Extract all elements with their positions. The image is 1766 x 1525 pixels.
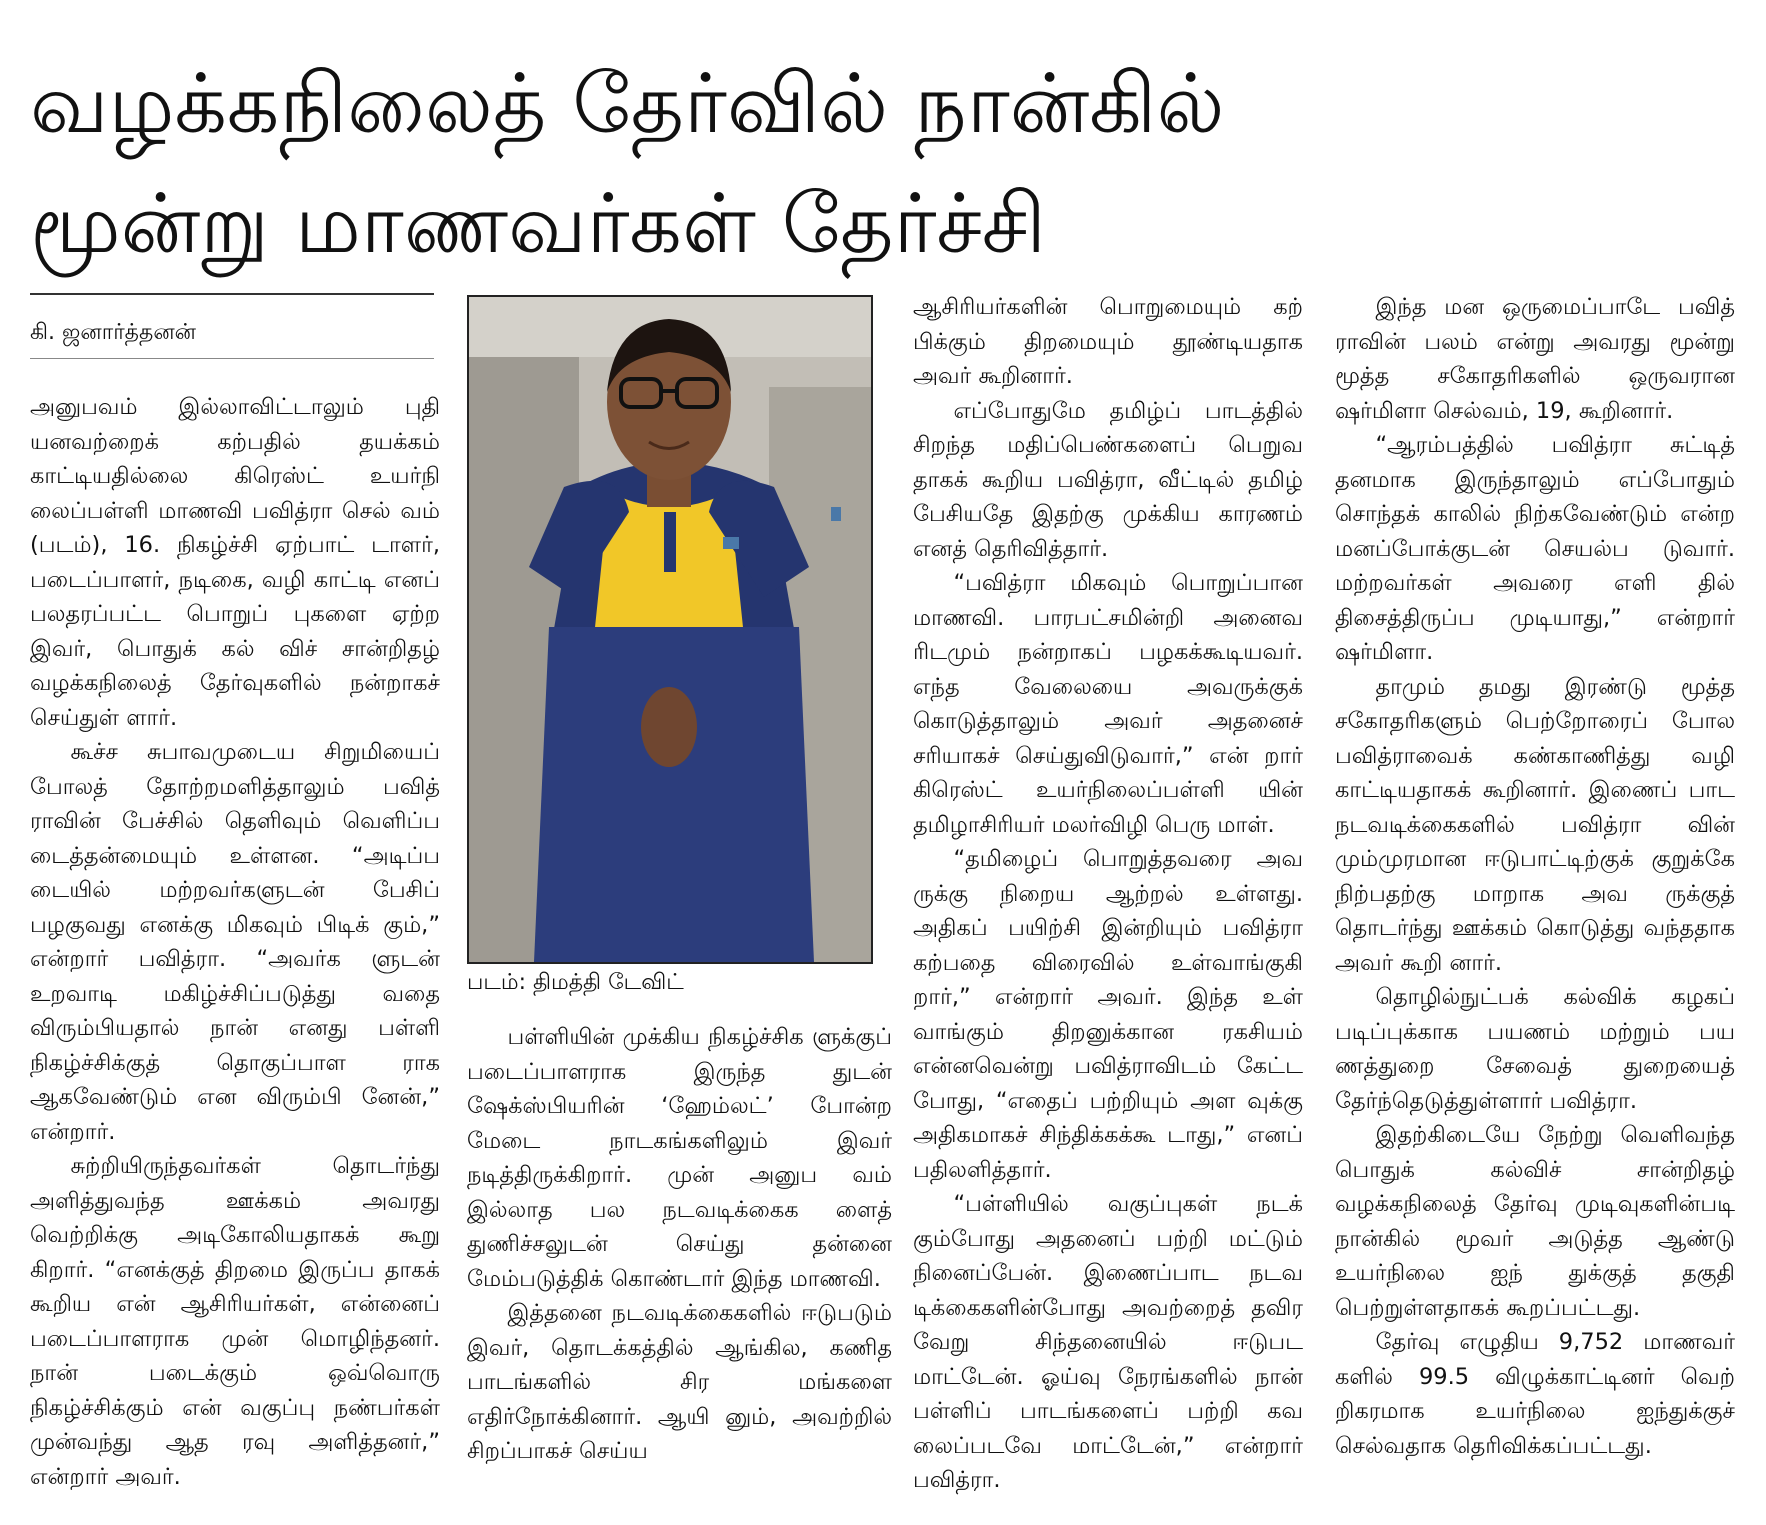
paragraph: இத்தனை நடவடிக்கைகளில் ஈடுபடும் இவர், தொடக்கத்தில் ஆங்கில, கணித பாடங்களில் சிர மங்களை எதிர்நோக்கினார். ஆயி னும், அவற்றில் சிறப்பாகச் செய்ய — [467, 1300, 892, 1464]
paragraph: தாமும் தமது இரண்டு மூத்த சகோதரிகளும் பெற்றோரைப் போல பவித்ராவைக் கண்காணித்து வழி காட்டியதாகக் கூறினார். இணைப் பாட நடவடிக்கைகளில் பவித்ரா வின் மும்முரமான ஈடுபாட்டிற்குக் குறுக்கே நிற்பதற்கு மாறாக அவ ருக்குத் தொடர்ந்து ஊக்கம் கொடுத்து வந்ததாக அவர் கூறி னார். — [1335, 673, 1735, 976]
paragraph: ஆசிரியர்களின் பொறுமையும் கற் பிக்கும் திறமையும் தூண்டியதாக அவர் கூறினார். — [913, 294, 1303, 389]
byline-bottom-rule — [30, 358, 434, 359]
headline-line-2: மூன்று மாணவர்கள் தேர்ச்சி — [30, 177, 1047, 272]
paragraph: “பவித்ரா மிகவும் பொறுப்பான மாணவி. பாரபட்சமின்றி அனைவ ரிடமும் நன்றாகப் பழகக்கூடியவர். எந்த வேலையை அவருக்குக் கொடுத்தாலும் அவர் அதனைச் சரியாகச் செய்துவிடுவார்,” என் றார் கிரெஸ்ட் உயர்நிலைப்பள்ளி யின் தமிழாசிரியர் மலர்விழி பெரு மாள். — [913, 570, 1303, 838]
article-column-1 — [30, 390, 440, 1494]
paragraph: பள்ளியின் முக்கிய நிகழ்ச்சிக ளுக்குப் படைப்பாளராக இருந்த துடன் ஷேக்ஸ்பியரின் ‘ஹேம்லட்’ போன்ற மேடை நாடகங்களிலும் இவர் நடித்திருக்கிறார். முன் அனுப வம் இல்லாத பல நடவடிக்கைக ளைத் துணிச்சலுடன் செய்து தன்னை மேம்படுத்திக் கொண்டார் இந்த மாணவி. — [467, 1024, 892, 1292]
student-photo — [467, 295, 873, 964]
headline-line-1: வழக்கநிலைத் தேர்வில் நான்கில் — [30, 57, 1225, 152]
paragraph: இதற்கிடையே நேற்று வெளிவந்த பொதுக் கல்விச் சான்றிதழ் வழக்கநிலைத் தேர்வு முடிவுகளின்படி நான்கில் மூவர் அடுத்த ஆண்டு உயர்நிலை ஐந் துக்குத் தகுதி பெற்றுள்ளதாகக் கூறப்பட்டது. — [1335, 1122, 1735, 1321]
paragraph: தேர்வு எழுதிய 9,752 மாணவர் களில் 99.5 விழுக்காட்டினர் வெற் றிகரமாக உயர்நிலை ஐந்துக்குச் செல்வதாக தெரிவிக்கப்பட்டது. — [1335, 1329, 1735, 1459]
paragraph: அனுபவம் இல்லாவிட்டாலும் புதி யனவற்றைக் கற்பதில் தயக்கம் காட்டியதில்லை கிரெஸ்ட் உயர்நி லைப்பள்ளி மாணவி பவித்ரா செல் வம் (படம்), 16. நிகழ்ச்சி ஏற்பாட் டாளர், படைப்பாளர், நடிகை, வழி காட்டி எனப் பலதரப்பட்ட பொறுப் புகளை ஏற்ற இவர், பொதுக் கல் விச் சான்றிதழ் வழக்கநிலைத் தேர்வுகளில் நன்றாகச் செய்துள் ளார். — [30, 394, 440, 731]
byline: கி. ஜனார்த்தனன் — [30, 320, 197, 345]
paragraph: கூச்ச சுபாவமுடைய சிறுமியைப் போலத் தோற்றமளித்தாலும் பவித் ராவின் பேச்சில் தெளிவும் வெளிப்ப டைத்தன்மையும் உள்ளன. “அடிப்ப டையில் மற்றவர்களுடன் பேசிப் பழகுவது எனக்கு மிகவும் பிடிக் கும்,” என்றார் பவித்ரா. “அவர்க ளுடன் உறவாடி மகிழ்ச்சிப்படுத்து வதை விரும்பியதால் நான் எனது பள்ளி நிகழ்ச்சிக்குத் தொகுப்பாள ராக ஆகவேண்டும் என விரும்பி னேன்,” என்றார். — [30, 739, 440, 1145]
article-column-4 — [1335, 290, 1735, 1463]
article-column-2 — [467, 1020, 892, 1469]
article-column-3 — [913, 290, 1303, 1498]
paragraph: இந்த மன ஒருமைப்பாடே பவித் ராவின் பலம் என்று அவரது மூன்று மூத்த சகோதரிகளில் ஒருவரான ஷர்மிளா செல்வம், 19, கூறினார். — [1335, 294, 1735, 424]
paragraph: “ஆரம்பத்தில் பவித்ரா சுட்டித் தனமாக இருந்தாலும் எப்போதும் சொந்தக் காலில் நிற்கவேண்டும் என்ற மனப்போக்குடன் செயல்ப டுவார். மற்றவர்கள் அவரை எளி தில் திசைத்திருப்ப முடியாது,” என்றார் ஷர்மிளா. — [1335, 432, 1735, 665]
photo-caption: படம்: திமத்தி டேவிட் — [467, 970, 684, 995]
byline-top-rule — [30, 293, 434, 295]
paragraph: தொழில்நுட்பக் கல்விக் கழகப் படிப்புக்காக பயணம் மற்றும் பய ணத்துறை சேவைத் துறையைத் தேர்ந்தெடுத்துள்ளார் பவித்ரா. — [1335, 984, 1735, 1114]
paragraph: எப்போதுமே தமிழ்ப் பாடத்தில் சிறந்த மதிப்பெண்களைப் பெறுவ தாகக் கூறிய பவித்ரா, வீட்டில் தமிழ் பேசியதே இதற்கு முக்கிய காரணம் எனத் தெரிவித்தார். — [913, 397, 1303, 562]
paragraph: “தமிழைப் பொறுத்தவரை அவ ருக்கு நிறைய ஆற்றல் உள்ளது. அதிகப் பயிற்சி இன்றியும் பவித்ரா கற்பதை விரைவில் உள்வாங்குகி றார்,” என்றார் அவர். இந்த உள் வாங்கும் திறனுக்கான ரகசியம் என்னவென்று பவித்ராவிடம் கேட்ட போது, “எதைப் பற்றியும் அள வுக்கு அதிகமாகச் சிந்திக்கக்கூ டாது,” எனப் பதிலளித்தார். — [913, 846, 1303, 1183]
paragraph: “பள்ளியில் வகுப்புகள் நடக் கும்போது அதனைப் பற்றி மட்டும் நினைப்பேன். இணைப்பாட நடவ டிக்கைகளின்போது அவற்றைத் தவிர வேறு சிந்தனையில் ஈடுபட மாட்டேன். ஓய்வு நேரங்களில் நான் பள்ளிப் பாடங்களைப் பற்றி கவ லைப்படவே மாட்டேன்,” என்றார் பவித்ரா. — [913, 1191, 1303, 1493]
paragraph: சுற்றியிருந்தவர்கள் தொடர்ந்து அளித்துவந்த ஊக்கம் அவரது வெற்றிக்கு அடிகோலியதாகக் கூறு கிறார். “எனக்குத் திறமை இருப்ப தாகக் கூறிய என் ஆசிரியர்கள், என்னைப் படைப்பாளராக முன் மொழிந்தனர். நான் படைக்கும் ஒவ்வொரு நிகழ்ச்சிக்கும் என் வகுப்பு நண்பர்கள் முன்வந்து ஆத ரவு அளித்தனர்,” என்றார் அவர். — [30, 1153, 440, 1490]
